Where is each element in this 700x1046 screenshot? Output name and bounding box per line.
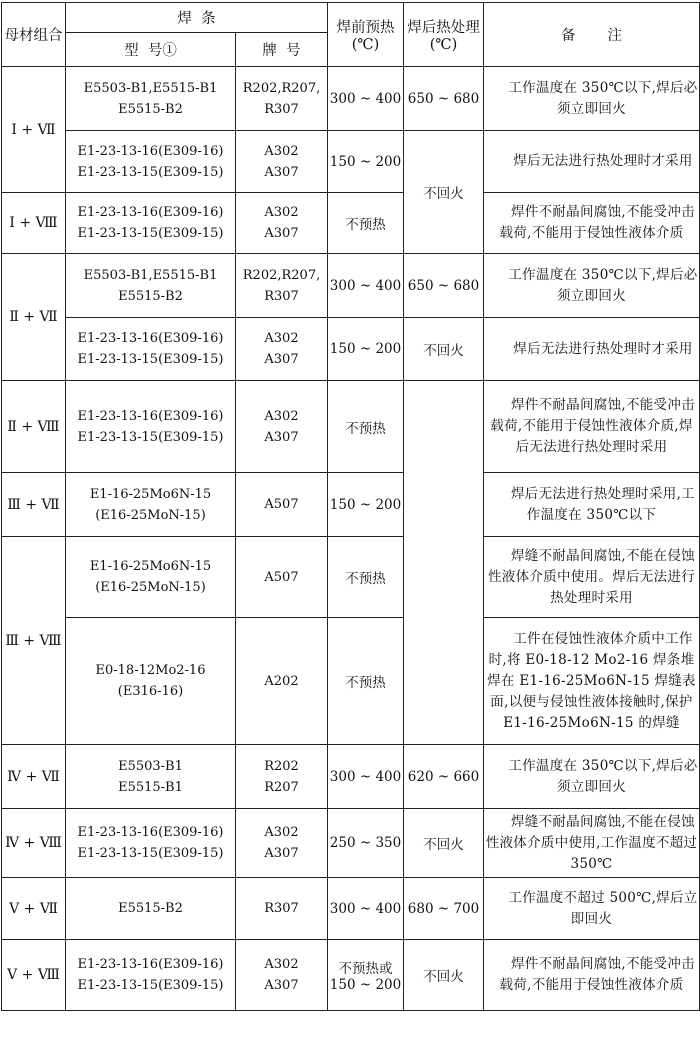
preheat-value: 300 ~ 400 [329, 90, 402, 107]
electrode-brand: A202 [264, 673, 299, 689]
combo-cell: Ⅳ + Ⅷ [2, 809, 66, 878]
remark-text: 焊缝不耐晶间腐蚀,不能在侵蚀性液体介质中使用,工作温度不超过 350℃ [485, 813, 698, 872]
header-electrode-label: 焊 条 [177, 11, 216, 27]
electrode-brand: R307 [264, 101, 299, 117]
table-row [2, 618, 700, 745]
preheat-cell [328, 878, 404, 940]
electrode-brand-cell [236, 618, 328, 745]
postheat-value: 不回火 [423, 969, 464, 985]
postheat-cell [404, 318, 484, 381]
electrode-type: (E316-16) [117, 684, 184, 699]
electrode-brand: A302 [264, 143, 299, 159]
remark-cell [484, 318, 700, 381]
table-row [2, 254, 700, 318]
remark-cell [484, 131, 700, 193]
electrode-type: E0-18-12Mo2-16 [95, 663, 206, 678]
electrode-brand: A307 [264, 846, 299, 861]
electrode-brand: R207 [264, 779, 299, 795]
electrode-type: E5515-B2 [118, 901, 183, 916]
electrode-type: E1-23-13-15(E309-15) [77, 226, 224, 241]
remark-cell [484, 381, 700, 473]
remark-cell [484, 254, 700, 318]
header-postheat [404, 3, 484, 67]
electrode-brand-cell [236, 878, 328, 940]
postheat-cell [404, 940, 484, 1011]
remark-cell [484, 537, 700, 618]
table-row [2, 381, 700, 473]
preheat-cell [328, 745, 404, 809]
preheat-value: 不预热 [345, 675, 386, 691]
remark-cell [484, 745, 700, 809]
header-preheat [328, 3, 404, 67]
electrode-type: E1-16-25Mo6N-15 [89, 486, 212, 502]
electrode-brand: A302 [264, 331, 299, 346]
postheat-value: 680 ~ 700 [407, 900, 480, 917]
electrode-brand-cell [236, 809, 328, 878]
header-preheat-title: 焊前预热 [336, 20, 395, 36]
header-brand-label: 牌 号 [262, 43, 301, 59]
postheat-value: 650 ~ 680 [407, 277, 480, 294]
electrode-brand: A302 [264, 205, 299, 220]
table-row [2, 67, 700, 131]
postheat-cell [404, 878, 484, 940]
electrode-brand: A307 [264, 226, 299, 241]
remark-cell [484, 618, 700, 745]
preheat-value: 300 ~ 400 [329, 277, 402, 294]
remark-text: 焊后无法进行热处理时才采用 [513, 340, 693, 357]
preheat-value: 150 ~ 200 [329, 496, 402, 513]
table-row [2, 745, 700, 809]
header-preheat-unit: (℃) [351, 37, 380, 53]
electrode-type: E1-23-13-16(E309-16) [77, 331, 224, 346]
electrode-type: E1-23-13-16(E309-16) [77, 408, 224, 424]
postheat-value: 不回火 [423, 343, 464, 359]
electrode-type-cell [66, 745, 236, 809]
electrode-brand: A302 [264, 957, 299, 972]
electrode-brand-cell [236, 381, 328, 473]
postheat-cell [404, 254, 484, 318]
electrode-brand: A307 [264, 352, 299, 367]
preheat-cell [328, 193, 404, 254]
preheat-cell [328, 67, 404, 131]
electrode-type: E1-23-13-15(E309-15) [77, 978, 224, 993]
electrode-type-cell [66, 809, 236, 878]
remark-cell [484, 878, 700, 940]
table-row [2, 809, 700, 878]
electrode-type: E5503-B1,E5515-B1 [83, 80, 218, 96]
electrode-type-cell [66, 318, 236, 381]
remark-text: 焊缝不耐晶间腐蚀,不能在侵蚀性液体介质中使用。焊后无法进行热处理时采用 [488, 547, 695, 606]
electrode-type-cell [66, 67, 236, 131]
preheat-value: 150 ~ 200 [329, 977, 402, 993]
preheat-value: 不预热 [345, 217, 386, 233]
electrode-type-cell [66, 131, 236, 193]
header-combo: 母材组合 [2, 3, 66, 67]
remark-text: 焊件不耐晶间腐蚀,不能受冲击载荷,不能用于侵蚀性液体介质,焊后无法进行热处理时采用 [490, 397, 695, 455]
electrode-type-cell [66, 193, 236, 254]
table-row [2, 878, 700, 940]
electrode-type-cell [66, 618, 236, 745]
header-postheat-title: 焊后热处理 [407, 20, 480, 36]
electrode-type: E1-23-13-16(E309-16) [77, 957, 224, 972]
electrode-brand: A307 [264, 978, 299, 993]
preheat-cell [328, 618, 404, 745]
electrode-brand: R202,R207, [242, 80, 321, 96]
postheat-cell [404, 67, 484, 131]
electrode-type-cell [66, 940, 236, 1011]
postheat-cell [404, 809, 484, 878]
combo-cell: Ⅲ + Ⅷ [2, 537, 66, 745]
preheat-cell [328, 254, 404, 318]
remark-text: 工件在侵蚀性液体介质中工作时,将 E0-18-12 Mo2-16 焊条堆焊在 E1-16-25Mo6N-15 焊缝表面,以便与侵蚀性液体接触时,保护 E1-16-25Mo6N-15 的焊缝 [487, 630, 696, 731]
electrode-brand: A507 [264, 497, 299, 512]
electrode-type-cell [66, 254, 236, 318]
electrode-brand-cell [236, 473, 328, 537]
electrode-type-cell [66, 878, 236, 940]
postheat-value: 620 ~ 660 [407, 768, 480, 785]
combo-cell: Ⅱ + Ⅷ [2, 381, 66, 473]
header-brand [236, 33, 328, 67]
electrode-brand: R202,R207, [242, 267, 321, 283]
electrode-type: E5503-B1,E5515-B1 [83, 267, 218, 283]
postheat-cell [404, 381, 484, 745]
electrode-brand-cell [236, 318, 328, 381]
table-row [2, 473, 700, 537]
electrode-type: E1-23-13-16(E309-16) [77, 205, 224, 220]
remark-text: 工作温度在 350℃以下,焊后必须立即回火 [508, 79, 698, 117]
postheat-value: 不回火 [423, 837, 464, 853]
preheat-cell [328, 381, 404, 473]
table-row [2, 940, 700, 1011]
table-body [2, 67, 700, 1011]
remark-text: 工作温度在 350℃以下,焊后必须立即回火 [508, 266, 698, 304]
header-remark-label: 备注 [561, 28, 654, 44]
preheat-value: 250 ~ 350 [329, 835, 402, 851]
electrode-brand-cell [236, 537, 328, 618]
table-row [2, 318, 700, 381]
table-row [2, 193, 700, 254]
electrode-type: E1-23-13-15(E309-15) [77, 846, 224, 861]
preheat-value: 不预热或 [338, 961, 393, 977]
electrode-type: E1-23-13-16(E309-16) [77, 825, 224, 840]
electrode-type: (E16-25MoN-15) [95, 580, 206, 595]
postheat-value: 650 ~ 680 [407, 90, 480, 107]
electrode-brand: A302 [264, 825, 299, 840]
electrode-brand-cell [236, 67, 328, 131]
preheat-cell [328, 537, 404, 618]
electrode-type: E1-23-13-15(E309-15) [77, 164, 224, 180]
combo-cell: Ⅰ + Ⅶ [2, 67, 66, 193]
postheat-cell [404, 745, 484, 809]
electrode-brand: A302 [264, 408, 299, 424]
preheat-value: 150 ~ 200 [329, 153, 402, 170]
preheat-cell [328, 473, 404, 537]
electrode-type: E5503-B1 [118, 758, 183, 774]
header-postheat-unit: (℃) [429, 37, 458, 53]
preheat-cell [328, 809, 404, 878]
remark-cell [484, 473, 700, 537]
remark-cell [484, 940, 700, 1011]
header-electrode [66, 3, 328, 33]
postheat-cell [404, 131, 484, 254]
remark-cell [484, 67, 700, 131]
electrode-brand-cell [236, 193, 328, 254]
combo-cell: Ⅳ + Ⅶ [2, 745, 66, 809]
remark-text: 工作温度不超过 500℃,焊后立即回火 [508, 889, 698, 927]
header-remark [484, 3, 700, 67]
electrode-brand-cell [236, 254, 328, 318]
table-row [2, 131, 700, 193]
remark-text: 焊后无法进行热处理时采用,工作温度在 350℃以下 [510, 485, 695, 523]
combo-cell: Ⅴ + Ⅷ [2, 940, 66, 1011]
header-type-label: 型 号① [124, 43, 177, 59]
preheat-value: 300 ~ 400 [329, 768, 402, 785]
electrode-brand-cell [236, 940, 328, 1011]
preheat-value: 300 ~ 400 [329, 900, 402, 917]
preheat-value: 不预热 [345, 571, 386, 587]
electrode-type-cell [66, 537, 236, 618]
electrode-brand: A507 [264, 569, 299, 585]
table-row [2, 537, 700, 618]
remark-text: 工作温度在 350℃以下,焊后必须立即回火 [508, 757, 698, 795]
combo-cell: Ⅰ + Ⅷ [2, 193, 66, 254]
remark-cell [484, 193, 700, 254]
welding-electrode-table [1, 2, 700, 1011]
electrode-brand: A307 [264, 164, 299, 180]
electrode-brand: R307 [264, 901, 299, 916]
electrode-type-cell [66, 473, 236, 537]
combo-cell: Ⅲ + Ⅶ [2, 473, 66, 537]
electrode-type: E1-23-13-16(E309-16) [77, 143, 224, 159]
combo-cell: Ⅱ + Ⅶ [2, 254, 66, 381]
preheat-cell [328, 318, 404, 381]
electrode-type: E5515-B2 [118, 101, 183, 117]
electrode-type: (E16-25MoN-15) [95, 507, 206, 523]
preheat-value: 150 ~ 200 [329, 341, 402, 357]
remark-text: 焊件不耐晶间腐蚀,不能受冲击载荷,不能用于侵蚀性液体介质 [499, 204, 695, 241]
electrode-brand: A307 [264, 429, 299, 445]
preheat-value: 不预热 [345, 420, 386, 437]
postheat-value: 不回火 [423, 186, 464, 202]
electrode-type: E1-23-13-15(E309-15) [77, 429, 224, 445]
electrode-brand: R202 [264, 758, 299, 774]
electrode-brand: R307 [264, 288, 299, 304]
remark-cell [484, 809, 700, 878]
combo-cell: Ⅴ + Ⅶ [2, 878, 66, 940]
header-type [66, 33, 236, 67]
table-header [2, 3, 700, 67]
electrode-type-cell [66, 381, 236, 473]
electrode-type: E1-23-13-15(E309-15) [77, 352, 224, 367]
electrode-type: E5515-B1 [118, 779, 183, 795]
electrode-brand-cell [236, 131, 328, 193]
electrode-type: E1-16-25Mo6N-15 [89, 559, 212, 574]
preheat-cell [328, 131, 404, 193]
preheat-cell [328, 940, 404, 1011]
electrode-type: E5515-B2 [118, 288, 183, 304]
electrode-brand-cell [236, 745, 328, 809]
remark-text: 焊件不耐晶间腐蚀,不能受冲击载荷,不能用于侵蚀性液体介质 [499, 956, 695, 993]
remark-text: 焊后无法进行热处理时才采用 [513, 153, 693, 169]
